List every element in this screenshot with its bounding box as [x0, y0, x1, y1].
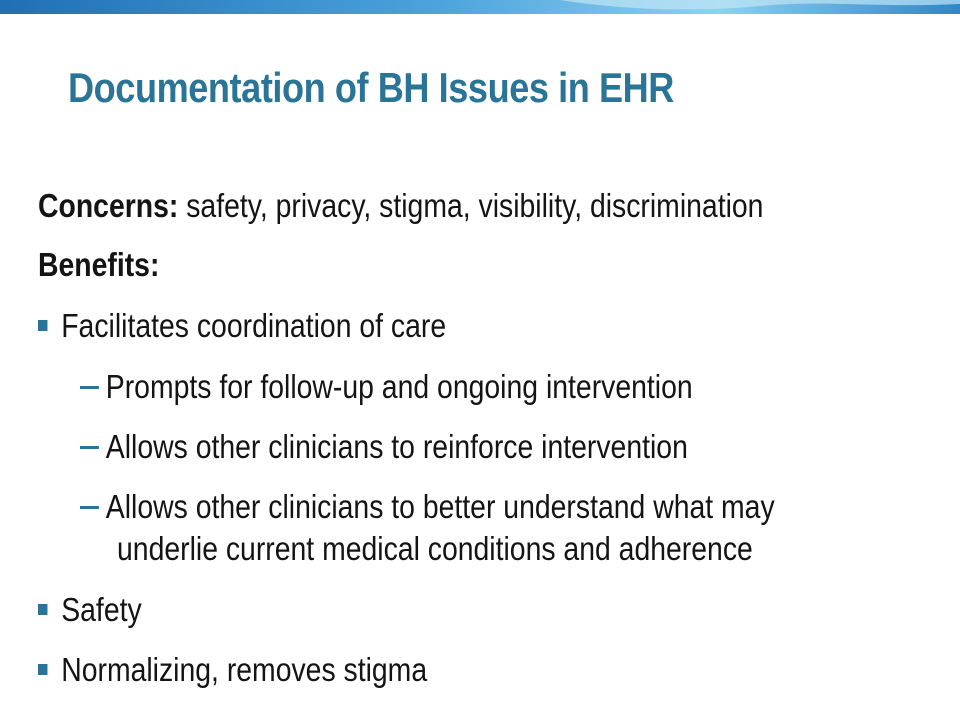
concerns-text: safety, privacy, stigma, visibility, discrimination: [178, 187, 764, 224]
dash-bullet-icon: [80, 506, 99, 509]
bullet-item: [38, 591, 142, 629]
bullet-text: Safety: [61, 591, 142, 628]
sub-bullet-text: Allows other clinicians to better understand what may: [105, 488, 775, 525]
slide-title: Documentation of BH Issues in EHR: [68, 64, 674, 111]
square-bullet-icon: [38, 320, 47, 331]
bullet-item: [38, 651, 427, 689]
concerns-label: Concerns:: [38, 187, 179, 224]
sub-bullet-item: [80, 368, 693, 406]
sub-bullet-continuation: underlie current medical conditions and adherence: [117, 530, 753, 567]
dash-bullet-icon: [80, 446, 99, 449]
bullet-text: Facilitates coordination of care: [61, 307, 447, 344]
sub-bullet-text: Allows other clinicians to reinforce intervention: [105, 428, 688, 465]
band-graphic: [0, 0, 960, 14]
sub-bullet-text: Prompts for follow-up and ongoing intervention: [105, 368, 693, 405]
sub-bullet-item: [80, 488, 775, 526]
dash-bullet-icon: [80, 386, 99, 389]
sub-bullet-item: [80, 428, 688, 466]
concerns-line: [38, 187, 763, 225]
square-bullet-icon: [38, 664, 47, 675]
bullet-item: [38, 307, 446, 345]
benefits-heading: Benefits:: [38, 246, 160, 283]
top-decorative-band: [0, 0, 960, 14]
square-bullet-icon: [38, 604, 47, 615]
bullet-text: Normalizing, removes stigma: [61, 651, 428, 688]
